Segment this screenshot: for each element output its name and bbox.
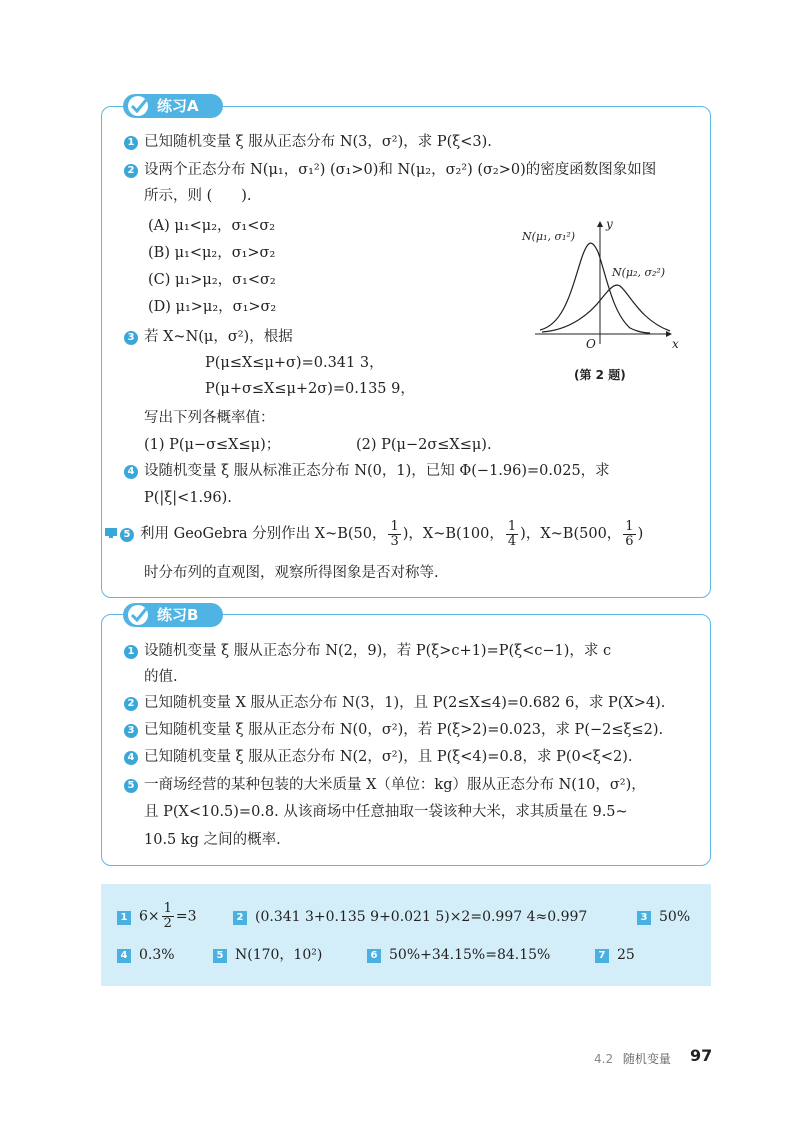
fraction-one-sixth	[623, 520, 635, 549]
curve-n1	[540, 243, 650, 333]
answer-number: 3	[637, 911, 651, 925]
practice-a-tab	[123, 94, 223, 118]
question-b1	[124, 640, 611, 662]
curve-label-1: N(μ₁, σ₁²)	[522, 230, 576, 243]
question-number: 5	[124, 779, 138, 793]
answer-text-post: =3	[175, 908, 197, 925]
question-b2	[124, 692, 665, 714]
question-number: 1	[124, 645, 138, 659]
answer-number: 5	[213, 949, 227, 963]
checkmark-icon	[127, 95, 151, 117]
question-b1-line2: 的值.	[144, 669, 178, 685]
question-a3	[124, 326, 293, 348]
question-b5-line2: 且 P(X<10.5)=0.8. 从该商场中任意抽取一袋该种大米，求其质量在 9.5~	[144, 804, 628, 820]
fraction-denominator: 2	[163, 916, 172, 931]
fraction-numerator: 1	[625, 518, 634, 534]
question-a5	[104, 518, 643, 550]
fraction-one-fourth	[506, 520, 518, 549]
q5-text-d: )	[637, 526, 644, 542]
question-text: 设两个正态分布 N(μ₁，σ₁²) (σ₁>0)和 N(μ₂，σ₂²) (σ₂>0)的密度函数图象如图	[144, 162, 657, 178]
question-a4-line2: P(|ξ|<1.96).	[144, 490, 232, 506]
question-number: 3	[124, 331, 138, 345]
question-b4	[124, 746, 633, 768]
question-text: 设随机变量 ξ 服从标准正态分布 N(0，1)，已知 Φ(−1.96)=0.025，求	[144, 463, 610, 479]
answer-text: 50%	[659, 909, 691, 925]
answer-6	[367, 944, 550, 966]
q5-text-c: )，X~B(500，	[520, 526, 622, 542]
question-number: 4	[124, 465, 138, 479]
question-text: 已知随机变量 ξ 服从正态分布 N(3，σ²)，求 P(ξ<3).	[144, 134, 492, 150]
question-a3-line3: P(μ+σ≤X≤μ+2σ)=0.135 9，	[205, 381, 415, 397]
origin-label: O	[586, 337, 596, 351]
question-number: 2	[124, 164, 138, 178]
answer-panel	[101, 884, 711, 986]
fraction-numerator: 1	[163, 901, 172, 916]
answer-number: 4	[117, 949, 131, 963]
answer-text-pre: 6×	[139, 908, 160, 925]
question-text: 已知随机变量 ξ 服从正态分布 N(0，σ²)，若 P(ξ>2)=0.023，求 P(−2≤ξ≤2).	[144, 722, 664, 738]
answer-number: 6	[367, 949, 381, 963]
answer-text: N(170，10²)	[235, 947, 323, 963]
option-c: (C) μ₁>μ₂，σ₁<σ₂	[148, 272, 276, 288]
practice-b-tab	[123, 603, 223, 627]
question-text: 若 X~N(μ，σ²)，根据	[144, 329, 293, 345]
question-text: 设随机变量 ξ 服从正态分布 N(2，9)，若 P(ξ>c+1)=P(ξ<c−1)，求 c	[144, 643, 612, 659]
answer-number: 2	[233, 911, 247, 925]
question-b5-line3: 10.5 kg 之间的概率.	[144, 832, 281, 848]
question-text: 一商场经营的某种包装的大米质量 X（单位：kg）服从正态分布 N(10，σ²)，	[144, 777, 646, 793]
fraction-denominator: 4	[507, 533, 517, 549]
section-number: 4.2	[594, 1052, 614, 1066]
q5-text-b: )，X~B(100，	[402, 526, 504, 542]
question-number: 5	[120, 528, 134, 542]
page-number: 97	[690, 1046, 713, 1065]
curve-n2	[542, 285, 670, 332]
axis-label-x: x	[672, 337, 679, 351]
question-a3-part1: (1) P(μ−σ≤X≤μ)；	[144, 437, 281, 453]
option-d: (D) μ₁>μ₂，σ₁>σ₂	[148, 299, 277, 315]
question-number: 4	[124, 751, 138, 765]
fraction-one-third	[388, 520, 400, 549]
answer-text: 25	[617, 947, 635, 963]
fraction-denominator: 3	[390, 533, 399, 549]
question-a2-line2: 所示，则 ( ).	[144, 188, 252, 204]
option-b: (B) μ₁<μ₂，σ₁>σ₂	[148, 245, 276, 261]
computer-icon	[104, 527, 118, 539]
section-title: 随机变量	[622, 1052, 671, 1066]
answer-number: 1	[117, 911, 131, 925]
answer-4	[117, 944, 175, 966]
question-b3	[124, 719, 663, 741]
answer-text: 0.3%	[139, 947, 175, 963]
figure-caption: (第 2 题)	[574, 368, 626, 382]
question-number: 1	[124, 136, 138, 150]
footer-section	[594, 1050, 671, 1067]
practice-b-title: 练习B	[157, 606, 199, 624]
question-a3-line2: P(μ≤X≤μ+σ)=0.341 3，	[205, 355, 384, 371]
curve-label-2: N(μ₂, σ₂²)	[612, 266, 666, 279]
question-a1	[124, 131, 492, 153]
y-axis-arrow	[597, 221, 603, 227]
fraction-one-half	[162, 902, 174, 931]
question-a5-line2: 时分布列的直观图，观察所得图象是否对称等.	[144, 565, 439, 581]
practice-a-title: 练习A	[157, 97, 199, 115]
question-number: 3	[124, 724, 138, 738]
fraction-numerator: 1	[390, 518, 399, 534]
question-text: 已知随机变量 X 服从正态分布 N(3，1)，且 P(2≤X≤4)=0.682 6，求 P(X>4).	[144, 695, 666, 711]
question-a2	[124, 159, 656, 181]
question-a3-part2: (2) P(μ−2σ≤X≤μ).	[356, 437, 492, 453]
fraction-numerator: 1	[507, 518, 517, 534]
answer-2	[233, 906, 587, 928]
question-a3-line4: 写出下列各概率值：	[144, 410, 275, 426]
question-number: 2	[124, 697, 138, 711]
answer-text: 50%+34.15%=84.15%	[389, 947, 551, 963]
question-text: 已知随机变量 ξ 服从正态分布 N(2，σ²)，且 P(ξ<4)=0.8，求 P(0<ξ<2).	[144, 749, 633, 765]
option-a: (A) μ₁<μ₂，σ₁<σ₂	[148, 218, 276, 234]
normal-distribution-figure	[520, 212, 700, 362]
answer-text: (0.341 3+0.135 9+0.021 5)×2=0.997 4≈0.997	[255, 909, 588, 925]
question-b5	[124, 774, 646, 796]
answer-number: 7	[595, 949, 609, 963]
answer-1	[117, 902, 197, 931]
fraction-denominator: 6	[625, 533, 634, 549]
checkmark-icon	[127, 604, 151, 626]
answer-7	[595, 944, 635, 966]
answer-3	[637, 906, 690, 928]
axis-label-y: y	[606, 217, 613, 231]
q5-text-a: 利用 GeoGebra 分别作出 X~B(50，	[140, 526, 387, 542]
answer-5	[213, 944, 322, 966]
question-a4	[124, 460, 610, 482]
